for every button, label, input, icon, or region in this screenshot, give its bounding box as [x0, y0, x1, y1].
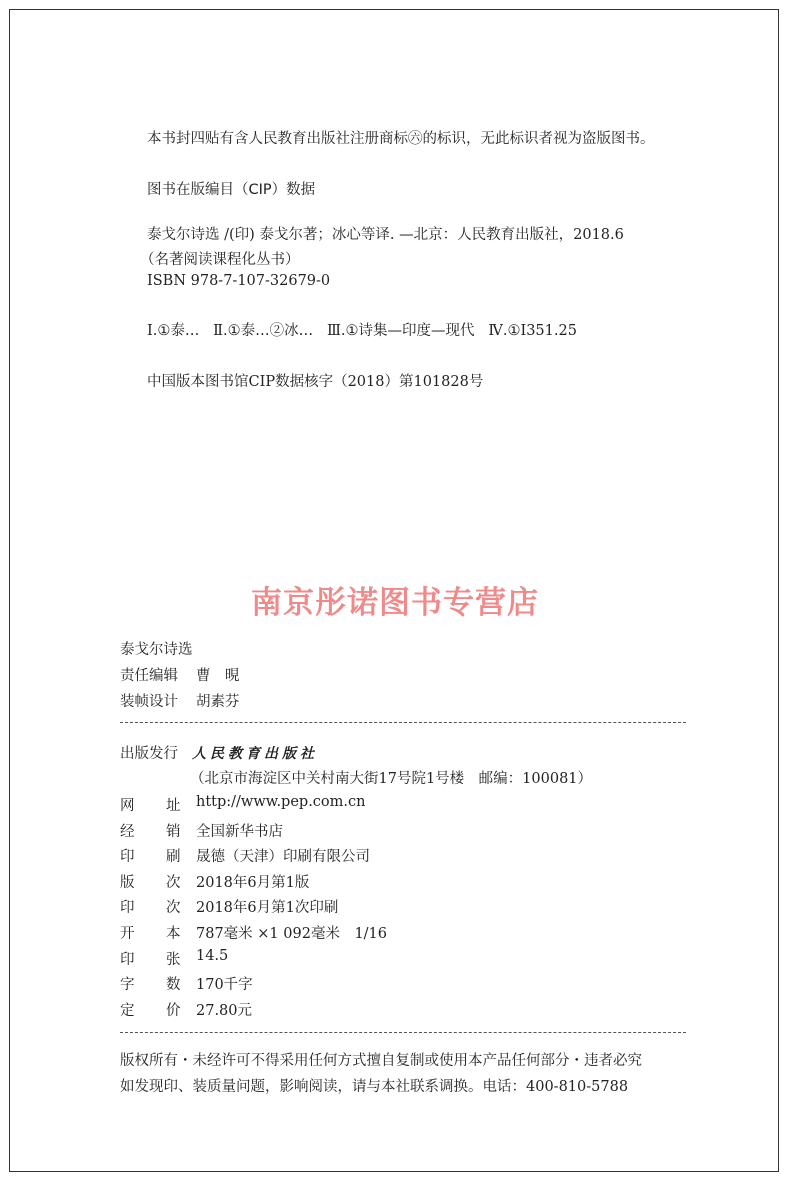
detail-value: 全国新华书店	[196, 824, 283, 840]
divider-top	[120, 722, 686, 723]
detail-key-first: 网	[120, 798, 135, 814]
detail-key-first: 印	[120, 849, 135, 865]
detail-value: 14.5	[196, 948, 229, 964]
quality-contact: 如发现印、装质量问题，影响阅读，请与本社联系调换。电话：400-810-5788	[120, 1079, 629, 1095]
detail-key-first: 印	[120, 952, 135, 968]
divider-bottom	[120, 1032, 686, 1033]
detail-key-second: 址	[166, 798, 181, 814]
detail-key-second: 本	[166, 926, 181, 942]
detail-key-second: 刷	[166, 849, 181, 865]
cip-classification: Ⅰ.①泰… Ⅱ.①泰…②冰… Ⅲ.①诗集—印度—现代 Ⅳ.①I351.25	[147, 323, 577, 339]
editor-label: 责任编辑	[120, 668, 178, 684]
cip-series: （名著阅读课程化丛书）	[140, 252, 300, 268]
detail-key-first: 开	[120, 926, 135, 942]
detail-key-second: 销	[166, 824, 181, 840]
cip-number: 中国版本图书馆CIP数据核字（2018）第101828号	[147, 374, 484, 390]
detail-value: 787毫米 ×1 092毫米 1/16	[196, 926, 388, 942]
detail-key-second: 价	[166, 1003, 181, 1019]
detail-key-first: 经	[120, 824, 135, 840]
cip-isbn: ISBN 978-7-107-32679-0	[147, 273, 331, 289]
anti-piracy-notice: 本书封四贴有含人民教育出版社注册商标㊅的标识，无此标识者视为盗版图书。	[147, 131, 655, 147]
detail-key-second: 次	[166, 875, 181, 891]
designer-value: 胡素芬	[196, 694, 240, 710]
detail-value: 2018年6月第1次印刷	[196, 900, 339, 916]
detail-value: 2018年6月第1版	[196, 875, 310, 891]
detail-key-second: 次	[166, 900, 181, 916]
publisher-address: （北京市海淀区中关村南大街17号院1号楼 邮编：100081）	[190, 771, 593, 787]
publisher-label: 出版发行	[120, 746, 178, 762]
detail-key-first: 版	[120, 875, 135, 891]
detail-key-second: 数	[166, 977, 181, 993]
cip-heading: 图书在版编目（CIP）数据	[147, 182, 316, 198]
detail-value[interactable]: http://www.pep.com.cn	[196, 794, 366, 810]
detail-key-first: 定	[120, 1003, 135, 1019]
publisher-logo-text: 人民教育出版社	[192, 746, 318, 762]
designer-label: 装帧设计	[120, 694, 178, 710]
cip-line-1: 泰戈尔诗选 /(印) 泰戈尔著；冰心等译. —北京：人民教育出版社，2018.6	[147, 227, 624, 243]
detail-key-first: 印	[120, 900, 135, 916]
detail-key-second: 张	[166, 952, 181, 968]
store-watermark: 南京彤诺图书专营店	[251, 585, 539, 621]
book-title: 泰戈尔诗选	[120, 642, 193, 658]
copyright-statement: 版权所有・未经许可不得采用任何方式擅自复制或使用本产品任何部分・违者必究	[120, 1053, 642, 1069]
detail-value: 晟德（天津）印刷有限公司	[196, 849, 370, 865]
detail-value: 27.80元	[196, 1003, 253, 1019]
detail-key-first: 字	[120, 977, 135, 993]
editor-value: 曹 晛	[196, 668, 240, 684]
detail-value: 170千字	[196, 977, 253, 993]
